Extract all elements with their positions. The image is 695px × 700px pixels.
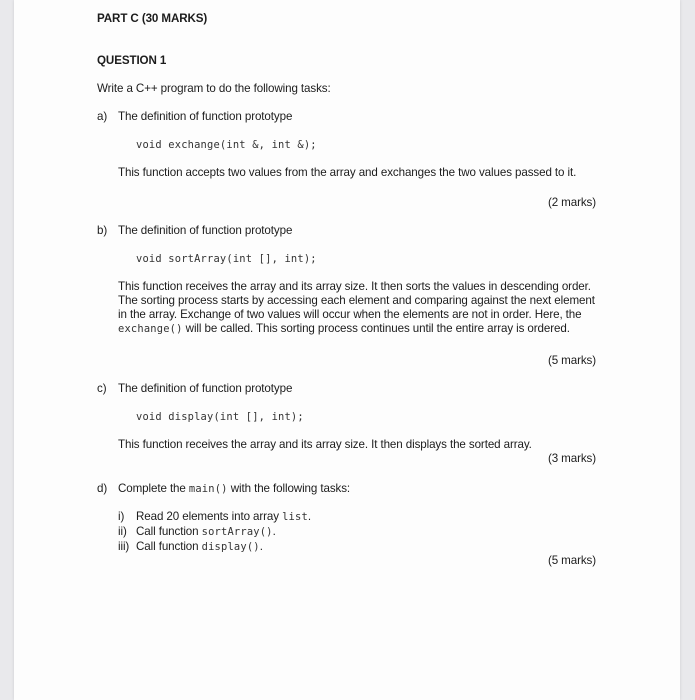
item-c-description: This function receives the array and its array size. It then displays the sorted array. bbox=[118, 438, 532, 451]
subtask-i-number: i) bbox=[118, 510, 125, 523]
question-intro: Write a C++ program to do the following tasks: bbox=[97, 82, 331, 95]
item-b-exchange-code: exchange() bbox=[118, 323, 183, 335]
subtask-ii-text: Call function bbox=[136, 525, 202, 538]
item-d-marks: (5 marks) bbox=[547, 554, 596, 567]
exam-page bbox=[14, 0, 680, 700]
subtask-iii-end: . bbox=[259, 540, 263, 553]
item-c-heading: The definition of function prototype bbox=[118, 382, 293, 395]
item-a-letter: a) bbox=[97, 110, 108, 123]
item-d-main-code: main() bbox=[188, 483, 228, 495]
item-a-description: This function accepts two values from the array and exchanges the two values passed to it. bbox=[118, 166, 577, 179]
item-c-letter: c) bbox=[97, 382, 107, 395]
item-d-letter: d) bbox=[97, 482, 108, 495]
item-b-marks: (5 marks) bbox=[547, 354, 596, 367]
subtask-ii-end: . bbox=[272, 525, 276, 538]
subtask-ii bbox=[136, 525, 276, 539]
subtask-i-code: list bbox=[282, 511, 308, 523]
item-c-marks: (3 marks) bbox=[547, 452, 596, 465]
item-a-prototype-code: void exchange(int &, int &); bbox=[136, 139, 317, 151]
subtask-iii bbox=[136, 540, 263, 554]
item-b-description-part2: will be called. This sorting process continues until the entire array is ordered. bbox=[182, 322, 570, 335]
item-d-heading-post: with the following tasks: bbox=[227, 482, 351, 495]
subtask-ii-code: sortArray() bbox=[201, 526, 273, 538]
question-title: QUESTION 1 bbox=[97, 54, 167, 67]
subtask-ii-number: ii) bbox=[118, 525, 127, 538]
subtask-i bbox=[136, 510, 311, 524]
item-a-marks: (2 marks) bbox=[547, 196, 596, 209]
item-d-heading bbox=[118, 482, 350, 496]
item-b-letter: b) bbox=[97, 224, 108, 237]
subtask-iii-text: Call function bbox=[136, 540, 202, 553]
part-title: PART C (30 MARKS) bbox=[97, 12, 208, 25]
item-b-description-part1: This function receives the array and its array size. It then sorts the values in descending order. The sorting process starts by accessing each element and comparing against the next element in the array. Exchange of two values will occur when the elements are not in order. Here, the bbox=[118, 280, 595, 321]
item-b-description bbox=[118, 280, 598, 336]
subtask-iii-number: iii) bbox=[118, 540, 130, 553]
subtask-i-text: Read 20 elements into array bbox=[136, 510, 283, 523]
item-b-prototype-code: void sortArray(int [], int); bbox=[136, 253, 317, 265]
item-d-heading-pre: Complete the bbox=[118, 482, 189, 495]
subtask-i-end: . bbox=[307, 510, 312, 523]
item-c-prototype-code: void display(int [], int); bbox=[136, 411, 304, 423]
item-a-heading: The definition of function prototype bbox=[118, 110, 293, 123]
item-b-heading: The definition of function prototype bbox=[118, 224, 293, 237]
subtask-iii-code: display() bbox=[201, 541, 260, 553]
